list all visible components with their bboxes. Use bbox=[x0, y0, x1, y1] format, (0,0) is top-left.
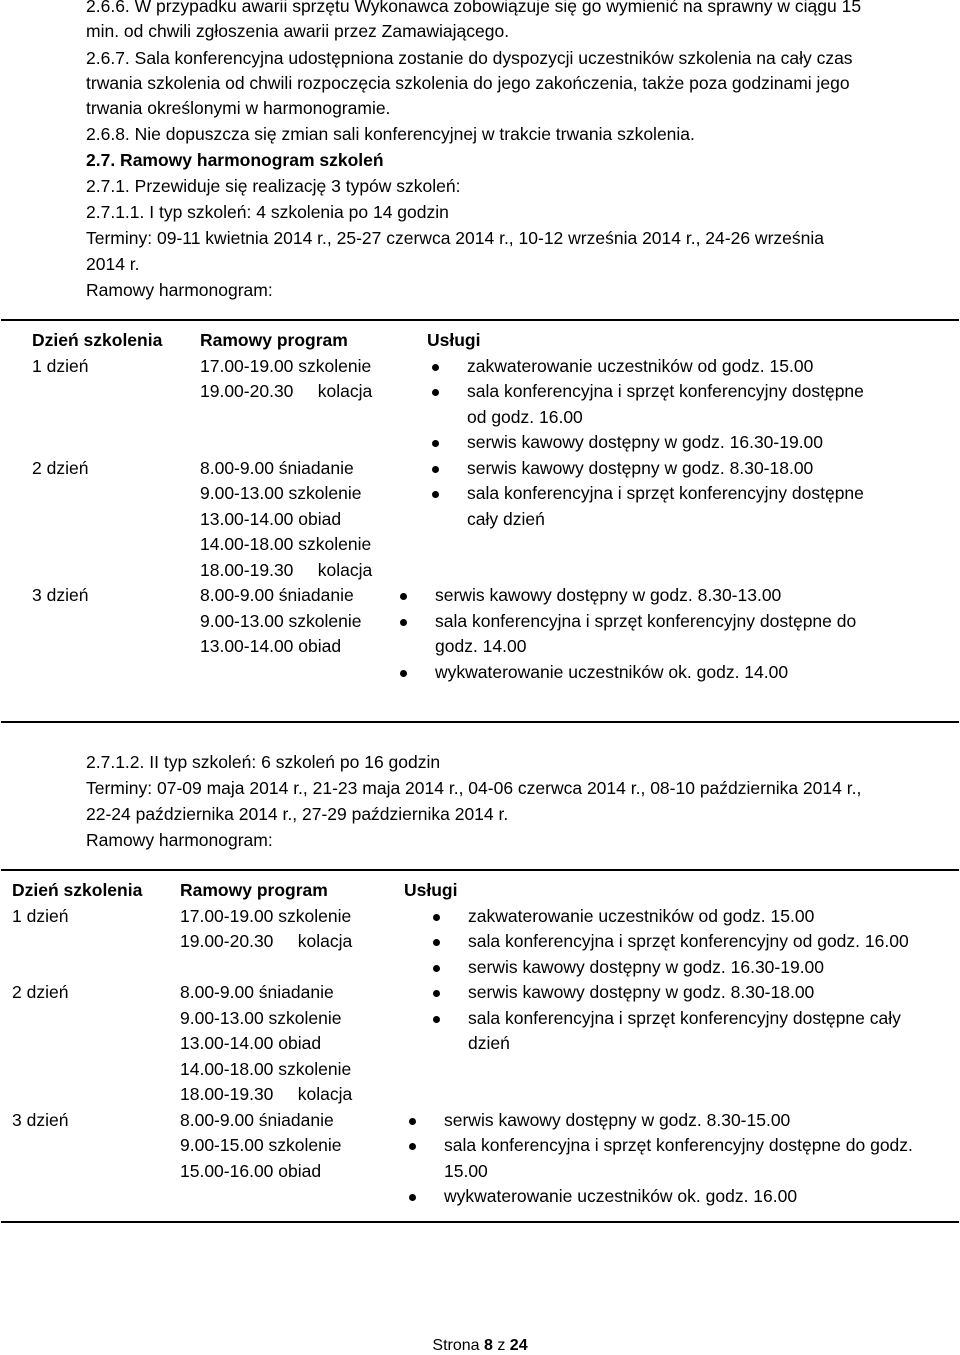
list-item bbox=[404, 1133, 924, 1184]
bullet-icon bbox=[432, 364, 439, 371]
service-text: serwis kawowy dostępny w godz. 8.30-13.00 bbox=[435, 585, 782, 605]
footer-prefix: Strona bbox=[432, 1337, 484, 1354]
schedule-table-1 bbox=[32, 328, 927, 685]
program-line: 13.00-14.00 obiad bbox=[200, 636, 342, 656]
list-item bbox=[427, 430, 872, 456]
services-cell bbox=[404, 1108, 958, 1210]
table-row bbox=[32, 354, 927, 456]
bullet-icon bbox=[433, 939, 440, 946]
list-item bbox=[427, 456, 872, 482]
program-line: 9.00-13.00 szkolenie bbox=[180, 1007, 342, 1028]
list-item bbox=[427, 481, 872, 532]
paragraph-2-6-7-line1: 2.6.7. Sala konferencyjna udostępniona zostanie do dyspozycji uczestników szkolenia na cały czas bbox=[86, 48, 853, 68]
program-line: 8.00-9.00 śniadanie bbox=[180, 1109, 334, 1130]
table-row bbox=[32, 583, 927, 685]
day-cell: 3 dzień bbox=[32, 585, 89, 605]
list-item bbox=[427, 379, 872, 430]
program-line: 9.00-13.00 szkolenie bbox=[200, 483, 362, 503]
table-header-row bbox=[32, 328, 927, 354]
current-page-number: 8 bbox=[484, 1337, 493, 1354]
list-item bbox=[428, 904, 958, 930]
service-text: sala konferencyjna i sprzęt konferencyjny dostępne do godz. 14.00 bbox=[435, 610, 857, 656]
header-program: Ramowy program bbox=[200, 330, 348, 350]
schedule-table-2 bbox=[12, 878, 958, 1210]
day-cell: 2 dzień bbox=[32, 457, 89, 478]
table-row bbox=[12, 980, 958, 1108]
table-row bbox=[12, 904, 958, 981]
paragraph-2-6-6-line1: 2.6.6. W przypadku awarii sprzętu Wykonawca zobowiązuje się go wymienić na sprawny w ciągu 15 bbox=[86, 0, 862, 16]
paragraph-2-7-1: 2.7.1. Przewiduje się realizację 3 typów szkoleń: bbox=[86, 176, 461, 196]
list-item bbox=[428, 955, 958, 981]
service-text: sala konferencyjna i sprzęt konferencyjny dostępne od godz. 16.00 bbox=[467, 381, 864, 427]
list-item bbox=[427, 354, 872, 380]
service-text: wykwaterowanie uczestników ok. godz. 14.00 bbox=[435, 661, 789, 682]
program-line: 9.00-13.00 szkolenie bbox=[200, 610, 362, 631]
section-heading-2-7: 2.7. Ramowy harmonogram szkoleń bbox=[86, 150, 384, 170]
bullet-icon bbox=[432, 440, 439, 447]
header-program: Ramowy program bbox=[180, 880, 328, 900]
bullet-icon bbox=[433, 965, 440, 972]
day-cell: 1 dzień bbox=[32, 355, 89, 376]
list-item bbox=[428, 929, 958, 955]
framework-schedule-label-2: Ramowy harmonogram: bbox=[86, 830, 273, 850]
services-cell bbox=[427, 354, 927, 456]
service-text: sala konferencyjna i sprzęt konferencyjny dostępne cały dzień bbox=[467, 483, 864, 529]
terms2-line1: Terminy: 07-09 maja 2014 r., 21-23 maja 2014 r., 04-06 czerwca 2014 r., 08-10 października 2014 r., bbox=[86, 778, 862, 798]
list-item bbox=[395, 583, 865, 609]
service-text: serwis kawowy dostępny w godz. 8.30-18.00 bbox=[468, 982, 815, 1002]
service-text: zakwaterowanie uczestników od godz. 15.00 bbox=[467, 355, 814, 376]
service-text: serwis kawowy dostępny w godz. 16.30-19.00 bbox=[468, 956, 825, 977]
table-row bbox=[12, 1108, 958, 1210]
list-item bbox=[395, 660, 865, 686]
day-cell: 1 dzień bbox=[12, 905, 69, 926]
service-text: sala konferencyjna i sprzęt konferencyjny od godz. 16.00 bbox=[468, 931, 909, 951]
bullet-icon bbox=[432, 389, 439, 396]
list-item bbox=[404, 1184, 924, 1210]
paragraph-2-6-7-line3: trwania określonymi w harmonogramie. bbox=[86, 98, 391, 118]
table2-top-border bbox=[1, 869, 959, 871]
services-cell bbox=[427, 456, 927, 584]
program-line: 17.00-19.00 szkolenie bbox=[200, 355, 372, 376]
table-header-row bbox=[12, 878, 958, 904]
list-item bbox=[428, 1006, 928, 1057]
program-line: 14.00-18.00 szkolenie bbox=[200, 534, 372, 554]
service-text: sala konferencyjna i sprzęt konferencyjny dostępne do godz. 15.00 bbox=[444, 1135, 913, 1181]
program-cell bbox=[200, 354, 427, 456]
total-page-count: 24 bbox=[509, 1337, 528, 1354]
table1-bottom-border bbox=[1, 721, 959, 723]
program-line: 13.00-14.00 obiad bbox=[180, 1033, 322, 1053]
bullet-icon bbox=[433, 914, 440, 921]
service-text: serwis kawowy dostępny w godz. 16.30-19.00 bbox=[467, 432, 824, 452]
day-cell: 3 dzień bbox=[12, 1109, 69, 1130]
service-text: zakwaterowanie uczestników od godz. 15.00 bbox=[468, 905, 815, 926]
terms-line1: Terminy: 09-11 kwietnia 2014 r., 25-27 czerwca 2014 r., 10-12 września 2014 r., 24-26 września bbox=[86, 228, 824, 248]
paragraph-2-6-6-line2: min. od chwili zgłoszenia awarii przez Zamawiającego. bbox=[86, 21, 510, 41]
program-cell bbox=[200, 583, 427, 685]
program-cell bbox=[180, 904, 404, 981]
paragraph-2-6-7-line2: trwania szkolenia od chwili rozpoczęcia szkolenia do jego zakończenia, także poza godzinami jego bbox=[86, 73, 850, 93]
paragraph-2-6-8: 2.6.8. Nie dopuszcza się zmian sali konferencyjnej w trakcie trwania szkolenia. bbox=[86, 124, 695, 144]
service-text: sala konferencyjna i sprzęt konferencyjny dostępne cały dzień bbox=[468, 1007, 901, 1053]
program-cell bbox=[200, 456, 427, 584]
paragraph-2-7-1-2: 2.7.1.2. II typ szkoleń: 6 szkoleń po 16 godzin bbox=[86, 752, 441, 772]
list-item bbox=[428, 980, 928, 1006]
program-cell bbox=[180, 980, 404, 1108]
program-line: 8.00-9.00 śniadanie bbox=[200, 585, 354, 605]
list-item bbox=[404, 1108, 924, 1134]
bullet-icon bbox=[433, 1016, 440, 1023]
bullet-icon bbox=[432, 491, 439, 498]
services-cell bbox=[427, 583, 927, 685]
header-services: Usługi bbox=[404, 880, 458, 900]
table2-bottom-border bbox=[1, 1221, 959, 1223]
service-text: serwis kawowy dostępny w godz. 8.30-18.00 bbox=[467, 457, 814, 478]
program-line: 19.00-20.30 kolacja bbox=[200, 381, 373, 401]
header-day: Dzień szkolenia bbox=[12, 880, 143, 900]
bullet-icon bbox=[400, 593, 407, 600]
service-text: serwis kawowy dostępny w godz. 8.30-15.00 bbox=[444, 1109, 791, 1130]
page-footer bbox=[0, 1337, 960, 1355]
services-cell bbox=[404, 980, 958, 1108]
program-line: 15.00-16.00 obiad bbox=[180, 1160, 322, 1181]
header-day: Dzień szkolenia bbox=[32, 330, 163, 350]
program-line: 14.00-18.00 szkolenie bbox=[180, 1058, 352, 1079]
program-line: 13.00-14.00 obiad bbox=[200, 508, 342, 529]
list-item bbox=[395, 609, 865, 660]
program-cell bbox=[180, 1108, 404, 1210]
terms-line2: 2014 r. bbox=[86, 254, 140, 274]
program-line: 8.00-9.00 śniadanie bbox=[200, 457, 354, 478]
bullet-icon bbox=[432, 466, 439, 473]
bullet-icon bbox=[409, 1118, 416, 1125]
bullet-icon bbox=[400, 670, 407, 677]
program-line: 8.00-9.00 śniadanie bbox=[180, 982, 334, 1002]
bullet-icon bbox=[400, 619, 407, 626]
program-line: 17.00-19.00 szkolenie bbox=[180, 905, 352, 926]
service-text: wykwaterowanie uczestników ok. godz. 16.00 bbox=[444, 1186, 798, 1206]
footer-middle: z bbox=[492, 1337, 510, 1354]
bullet-icon bbox=[433, 990, 440, 997]
program-line: 18.00-19.30 kolacja bbox=[200, 559, 373, 580]
bullet-icon bbox=[409, 1143, 416, 1150]
framework-schedule-label: Ramowy harmonogram: bbox=[86, 280, 273, 300]
program-line: 18.00-19.30 kolacja bbox=[180, 1084, 353, 1104]
paragraph-2-7-1-1: 2.7.1.1. I typ szkoleń: 4 szkolenia po 14 godzin bbox=[86, 202, 449, 222]
program-line: 9.00-15.00 szkolenie bbox=[180, 1135, 342, 1155]
services-cell bbox=[404, 904, 958, 981]
program-line: 19.00-20.30 kolacja bbox=[180, 931, 353, 951]
bullet-icon bbox=[409, 1194, 416, 1201]
header-services: Usługi bbox=[427, 330, 481, 350]
table-row bbox=[32, 456, 927, 584]
terms2-line2: 22-24 października 2014 r., 27-29 października 2014 r. bbox=[86, 804, 509, 824]
day-cell: 2 dzień bbox=[12, 982, 69, 1002]
table1-top-border bbox=[1, 319, 959, 321]
